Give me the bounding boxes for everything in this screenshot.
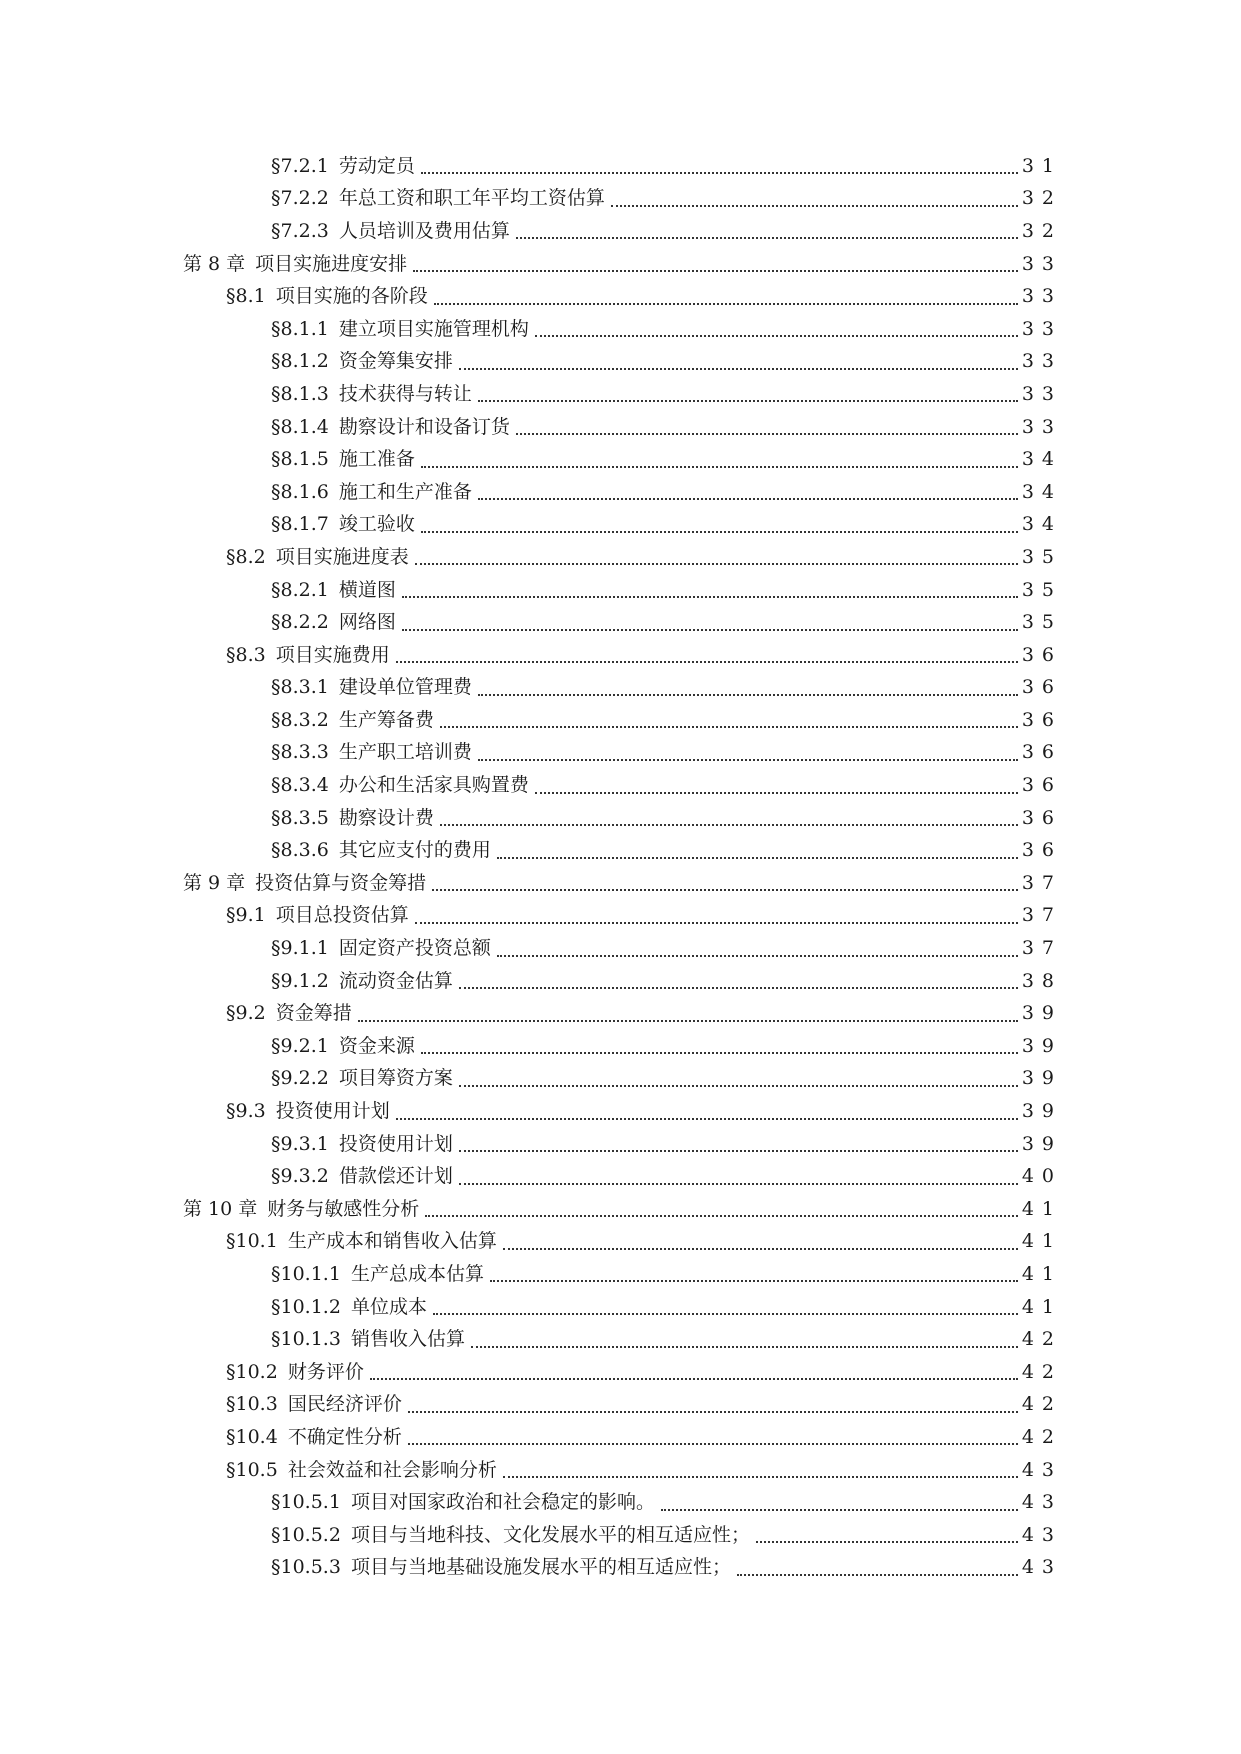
section-title: 项目筹资方案 bbox=[338, 1067, 453, 1090]
section-title: 投资使用计划 bbox=[338, 1132, 453, 1155]
dot-leader bbox=[459, 1150, 1018, 1152]
toc-entry-label bbox=[271, 1523, 750, 1546]
toc-entry-label bbox=[271, 578, 396, 601]
page-number: 41 bbox=[1021, 1230, 1062, 1253]
toc-entry-label bbox=[226, 1232, 497, 1251]
page-number: 37 bbox=[1021, 937, 1062, 960]
section-title: 项目与当地基础设施发展水平的相互适应性； bbox=[350, 1556, 731, 1579]
section-number: §8.3.5 bbox=[271, 806, 329, 829]
dot-leader bbox=[396, 1118, 1018, 1120]
page-number: 33 bbox=[1021, 415, 1062, 438]
dot-leader bbox=[497, 857, 1018, 859]
toc-entry-label bbox=[271, 743, 472, 762]
dot-leader bbox=[402, 596, 1018, 598]
section-title: 建立项目实施管理机构 bbox=[338, 317, 529, 340]
toc-entry bbox=[0, 378, 1241, 411]
toc-entry bbox=[0, 280, 1241, 313]
dot-leader bbox=[421, 172, 1018, 174]
section-number: §8.1.2 bbox=[271, 350, 329, 373]
section-number: §10.1.2 bbox=[271, 1295, 341, 1318]
dot-leader bbox=[415, 922, 1018, 924]
page-number: 32 bbox=[1021, 187, 1062, 210]
toc-entry bbox=[0, 541, 1241, 574]
toc-entry-label bbox=[271, 415, 510, 438]
section-number: §9.1 bbox=[226, 904, 266, 927]
dot-leader bbox=[408, 1443, 1018, 1445]
page-number: 39 bbox=[1021, 1034, 1062, 1057]
section-title: 人员培训及费用估算 bbox=[338, 219, 510, 242]
toc-entry bbox=[0, 1323, 1241, 1356]
section-title: 销售收入估算 bbox=[350, 1328, 465, 1351]
page-number: 42 bbox=[1021, 1393, 1062, 1416]
page-number: 33 bbox=[1021, 350, 1062, 373]
section-number: §10.3 bbox=[226, 1393, 278, 1416]
section-number: 第 8 章 bbox=[183, 252, 246, 275]
section-number: §8.3.3 bbox=[271, 741, 329, 764]
section-number: §8.1.6 bbox=[271, 480, 329, 503]
section-title: 生产总成本估算 bbox=[350, 1262, 484, 1285]
section-number: §10.2 bbox=[226, 1360, 278, 1383]
toc-entry bbox=[0, 769, 1241, 802]
toc-entry bbox=[0, 1356, 1241, 1389]
page-number: 43 bbox=[1021, 1523, 1062, 1546]
section-number: §9.3.1 bbox=[271, 1132, 329, 1155]
page-number: 43 bbox=[1021, 1458, 1062, 1481]
toc-entry-label bbox=[271, 841, 491, 860]
section-title: 财务评价 bbox=[287, 1360, 364, 1383]
dot-leader bbox=[396, 661, 1018, 663]
page-number: 33 bbox=[1021, 252, 1062, 275]
page-number: 42 bbox=[1021, 1328, 1062, 1351]
toc-entry bbox=[0, 1454, 1241, 1487]
toc-entry-label bbox=[271, 678, 472, 697]
toc-entry bbox=[0, 1030, 1241, 1063]
dot-leader bbox=[440, 824, 1018, 826]
toc-entry-label bbox=[271, 515, 415, 534]
dot-leader bbox=[516, 237, 1018, 239]
dot-leader bbox=[408, 1411, 1018, 1413]
toc-entry bbox=[0, 1226, 1241, 1259]
toc-entry-label bbox=[226, 1395, 402, 1414]
section-number: §9.1.1 bbox=[271, 937, 329, 960]
section-number: §7.2.2 bbox=[271, 187, 329, 210]
section-number: §10.1.3 bbox=[271, 1328, 341, 1351]
section-number: §8.1 bbox=[226, 285, 266, 308]
page-number: 35 bbox=[1021, 545, 1062, 568]
page-number: 39 bbox=[1021, 1067, 1062, 1090]
section-number: §8.2 bbox=[226, 545, 266, 568]
section-title: 横道图 bbox=[338, 578, 396, 601]
dot-leader bbox=[490, 1280, 1018, 1282]
toc-entry bbox=[0, 997, 1241, 1030]
section-title: 资金筹集安排 bbox=[338, 350, 453, 373]
page-number: 36 bbox=[1021, 643, 1062, 666]
section-title: 生产成本和销售收入估算 bbox=[287, 1230, 497, 1253]
table-of-contents bbox=[0, 150, 1241, 1584]
toc-entry bbox=[0, 411, 1241, 444]
toc-entry-label bbox=[271, 1167, 453, 1186]
dot-leader bbox=[415, 563, 1018, 565]
page-number: 41 bbox=[1021, 1197, 1062, 1220]
toc-entry-label bbox=[271, 382, 472, 405]
section-title: 生产职工培训费 bbox=[338, 741, 472, 764]
section-title: 项目实施的各阶段 bbox=[275, 285, 428, 308]
dot-leader bbox=[459, 1183, 1018, 1185]
dot-leader bbox=[503, 1476, 1018, 1478]
toc-entry bbox=[0, 1095, 1241, 1128]
toc-entry-label bbox=[226, 906, 409, 925]
section-number: §10.1.1 bbox=[271, 1262, 341, 1285]
section-number: §8.3.1 bbox=[271, 676, 329, 699]
dot-leader bbox=[478, 759, 1018, 761]
section-title: 项目实施进度安排 bbox=[255, 252, 408, 275]
toc-entry bbox=[0, 183, 1241, 216]
page-number: 36 bbox=[1021, 839, 1062, 862]
page-number: 34 bbox=[1021, 448, 1062, 471]
section-number: 第 10 章 bbox=[183, 1197, 258, 1220]
section-number: §10.4 bbox=[226, 1425, 278, 1448]
dot-leader bbox=[478, 400, 1018, 402]
section-title: 项目对国家政治和社会稳定的影响。 bbox=[350, 1491, 655, 1514]
section-title: 财务与敏感性分析 bbox=[267, 1197, 420, 1220]
section-number: §8.1.3 bbox=[271, 382, 329, 405]
page-number: 40 bbox=[1021, 1165, 1062, 1188]
section-number: §7.2.3 bbox=[271, 219, 329, 242]
toc-entry bbox=[0, 1519, 1241, 1552]
toc-entry-label bbox=[271, 969, 453, 992]
toc-entry bbox=[0, 672, 1241, 705]
toc-entry bbox=[0, 215, 1241, 248]
section-title: 生产筹备费 bbox=[338, 708, 434, 731]
dot-leader bbox=[370, 1378, 1018, 1380]
section-title: 建设单位管理费 bbox=[338, 676, 472, 699]
section-number: 第 9 章 bbox=[183, 871, 246, 894]
dot-leader bbox=[756, 1541, 1018, 1543]
section-number: §8.1.1 bbox=[271, 317, 329, 340]
toc-entry bbox=[0, 346, 1241, 379]
section-title: 年总工资和职工年平均工资估算 bbox=[338, 187, 605, 210]
dot-leader bbox=[440, 726, 1018, 728]
page-number: 43 bbox=[1021, 1556, 1062, 1579]
dot-leader bbox=[433, 1313, 1018, 1315]
section-title: 技术获得与转让 bbox=[338, 382, 472, 405]
section-title: 项目总投资估算 bbox=[275, 904, 409, 927]
toc-entry-label bbox=[226, 287, 428, 306]
section-number: §8.3.6 bbox=[271, 839, 329, 862]
dot-leader bbox=[459, 368, 1018, 370]
page-number: 38 bbox=[1021, 969, 1062, 992]
toc-entry-label bbox=[271, 154, 415, 177]
section-title: 施工和生产准备 bbox=[338, 480, 472, 503]
dot-leader bbox=[737, 1574, 1018, 1576]
page-number: 41 bbox=[1021, 1262, 1062, 1285]
toc-entry bbox=[0, 1258, 1241, 1291]
toc-entry-label bbox=[271, 189, 605, 208]
toc-entry-label bbox=[271, 1262, 484, 1285]
toc-entry bbox=[0, 900, 1241, 933]
toc-entry bbox=[0, 737, 1241, 770]
toc-entry bbox=[0, 639, 1241, 672]
page-number: 36 bbox=[1021, 676, 1062, 699]
toc-entry bbox=[0, 932, 1241, 965]
dot-leader bbox=[535, 792, 1018, 794]
dot-leader bbox=[503, 1248, 1018, 1250]
section-number: §8.3.4 bbox=[271, 774, 329, 797]
toc-entry-label bbox=[226, 643, 390, 666]
section-number: §9.1.2 bbox=[271, 969, 329, 992]
dot-leader bbox=[413, 270, 1018, 272]
toc-entry-label bbox=[271, 317, 529, 340]
section-title: 资金筹措 bbox=[275, 1002, 352, 1025]
toc-entry-label bbox=[226, 1458, 497, 1481]
section-title: 投资使用计划 bbox=[275, 1100, 390, 1123]
dot-leader bbox=[425, 1215, 1018, 1217]
page-number: 42 bbox=[1021, 1425, 1062, 1448]
section-title: 社会效益和社会影响分析 bbox=[287, 1458, 497, 1481]
toc-entry-label bbox=[226, 1425, 402, 1448]
toc-entry-label bbox=[226, 1102, 390, 1121]
section-title: 其它应支付的费用 bbox=[338, 839, 491, 862]
dot-leader bbox=[497, 955, 1018, 957]
dot-leader bbox=[434, 303, 1018, 305]
page-number: 36 bbox=[1021, 741, 1062, 764]
dot-leader bbox=[661, 1509, 1018, 1511]
section-number: §10.5.3 bbox=[271, 1556, 341, 1579]
section-number: §8.2.1 bbox=[271, 578, 329, 601]
toc-entry-label bbox=[271, 219, 510, 242]
toc-entry bbox=[0, 606, 1241, 639]
page-number: 39 bbox=[1021, 1132, 1062, 1155]
page-number: 33 bbox=[1021, 285, 1062, 308]
page-number: 31 bbox=[1021, 154, 1062, 177]
page-number: 36 bbox=[1021, 806, 1062, 829]
dot-leader bbox=[459, 987, 1018, 989]
toc-entry bbox=[0, 1552, 1241, 1585]
section-number: §9.3 bbox=[226, 1100, 266, 1123]
section-number: §10.1 bbox=[226, 1230, 278, 1253]
toc-entry-label bbox=[271, 1132, 453, 1155]
section-number: §10.5 bbox=[226, 1458, 278, 1481]
section-title: 项目实施进度表 bbox=[275, 545, 409, 568]
dot-leader bbox=[516, 433, 1018, 435]
section-number: §10.5.2 bbox=[271, 1523, 341, 1546]
toc-entry bbox=[0, 248, 1241, 281]
section-title: 勘察设计费 bbox=[338, 806, 434, 829]
page-number: 35 bbox=[1021, 611, 1062, 634]
page-number: 34 bbox=[1021, 513, 1062, 536]
section-title: 项目实施费用 bbox=[275, 643, 390, 666]
section-title: 竣工验收 bbox=[338, 513, 415, 536]
page-number: 42 bbox=[1021, 1360, 1062, 1383]
toc-entry bbox=[0, 1128, 1241, 1161]
toc-entry bbox=[0, 509, 1241, 542]
page-number: 43 bbox=[1021, 1491, 1062, 1514]
section-number: §9.2 bbox=[226, 1002, 266, 1025]
section-title: 勘察设计和设备订货 bbox=[338, 415, 510, 438]
toc-entry-label bbox=[183, 871, 427, 894]
toc-entry-label bbox=[271, 1493, 655, 1512]
toc-entry bbox=[0, 834, 1241, 867]
toc-entry-label bbox=[226, 1360, 364, 1383]
dot-leader bbox=[402, 629, 1018, 631]
page-number: 36 bbox=[1021, 774, 1062, 797]
toc-entry bbox=[0, 150, 1241, 183]
section-number: §9.2.1 bbox=[271, 1034, 329, 1057]
page-number: 34 bbox=[1021, 480, 1062, 503]
dot-leader bbox=[535, 335, 1018, 337]
section-number: §9.2.2 bbox=[271, 1067, 329, 1090]
section-number: §8.1.4 bbox=[271, 415, 329, 438]
toc-entry-label bbox=[271, 450, 415, 469]
page-number: 37 bbox=[1021, 904, 1062, 927]
toc-entry bbox=[0, 1160, 1241, 1193]
page-number: 33 bbox=[1021, 317, 1062, 340]
dot-leader bbox=[471, 1346, 1018, 1348]
section-title: 投资估算与资金筹措 bbox=[255, 871, 427, 894]
dot-leader bbox=[432, 889, 1018, 891]
section-number: §8.2.2 bbox=[271, 611, 329, 634]
toc-entry bbox=[0, 1291, 1241, 1324]
toc-entry-label bbox=[271, 806, 434, 829]
section-title: 办公和生活家具购置费 bbox=[338, 774, 529, 797]
section-number: §8.1.7 bbox=[271, 513, 329, 536]
dot-leader bbox=[421, 466, 1018, 468]
page-number: 33 bbox=[1021, 382, 1062, 405]
section-title: 项目与当地科技、文化发展水平的相互适应性； bbox=[350, 1523, 750, 1546]
section-title: 流动资金估算 bbox=[338, 969, 453, 992]
dot-leader bbox=[611, 205, 1018, 207]
toc-entry-label bbox=[271, 1330, 465, 1349]
page-number: 39 bbox=[1021, 1002, 1062, 1025]
section-number: §8.1.5 bbox=[271, 448, 329, 471]
toc-entry bbox=[0, 1193, 1241, 1226]
toc-entry-label bbox=[183, 1197, 420, 1220]
toc-entry bbox=[0, 1421, 1241, 1454]
section-title: 国民经济评价 bbox=[287, 1393, 402, 1416]
section-number: §8.3.2 bbox=[271, 708, 329, 731]
section-title: 网络图 bbox=[338, 611, 396, 634]
page-number: 37 bbox=[1021, 871, 1062, 894]
toc-entry bbox=[0, 313, 1241, 346]
toc-entry-label bbox=[271, 352, 453, 371]
section-title: 借款偿还计划 bbox=[338, 1165, 453, 1188]
dot-leader bbox=[478, 694, 1018, 696]
toc-entry-label bbox=[271, 1295, 427, 1318]
page-number: 32 bbox=[1021, 219, 1062, 242]
page-number: 39 bbox=[1021, 1100, 1062, 1123]
toc-entry bbox=[0, 1486, 1241, 1519]
section-title: 资金来源 bbox=[338, 1034, 415, 1057]
section-title: 固定资产投资总额 bbox=[338, 937, 491, 960]
toc-entry-label bbox=[271, 708, 434, 731]
page-number: 41 bbox=[1021, 1295, 1062, 1318]
page-number: 35 bbox=[1021, 578, 1062, 601]
dot-leader bbox=[421, 531, 1018, 533]
toc-entry-label bbox=[271, 1069, 453, 1088]
toc-entry bbox=[0, 704, 1241, 737]
toc-entry-label bbox=[271, 1034, 415, 1057]
section-title: 劳动定员 bbox=[338, 154, 415, 177]
toc-entry-label bbox=[271, 776, 529, 795]
dot-leader bbox=[478, 498, 1018, 500]
section-number: §9.3.2 bbox=[271, 1165, 329, 1188]
section-title: 不确定性分析 bbox=[287, 1425, 402, 1448]
section-number: §10.5.1 bbox=[271, 1491, 341, 1514]
toc-entry-label bbox=[271, 613, 396, 632]
section-number: §7.2.1 bbox=[271, 154, 329, 177]
section-title: 单位成本 bbox=[350, 1295, 427, 1318]
toc-entry-label bbox=[183, 252, 408, 275]
toc-entry-label bbox=[226, 545, 409, 568]
toc-entry bbox=[0, 1063, 1241, 1096]
section-number: §8.3 bbox=[226, 643, 266, 666]
toc-entry-label bbox=[226, 1004, 352, 1023]
toc-entry bbox=[0, 443, 1241, 476]
dot-leader bbox=[421, 1052, 1018, 1054]
toc-entry-label bbox=[271, 939, 491, 958]
toc-entry bbox=[0, 867, 1241, 900]
toc-entry-label bbox=[271, 480, 472, 503]
toc-entry-label bbox=[271, 1558, 731, 1577]
toc-entry bbox=[0, 1389, 1241, 1422]
toc-entry bbox=[0, 802, 1241, 835]
page-number: 36 bbox=[1021, 708, 1062, 731]
toc-entry bbox=[0, 476, 1241, 509]
section-title: 施工准备 bbox=[338, 448, 415, 471]
dot-leader bbox=[358, 1020, 1018, 1022]
toc-entry bbox=[0, 965, 1241, 998]
toc-entry bbox=[0, 574, 1241, 607]
dot-leader bbox=[459, 1085, 1018, 1087]
